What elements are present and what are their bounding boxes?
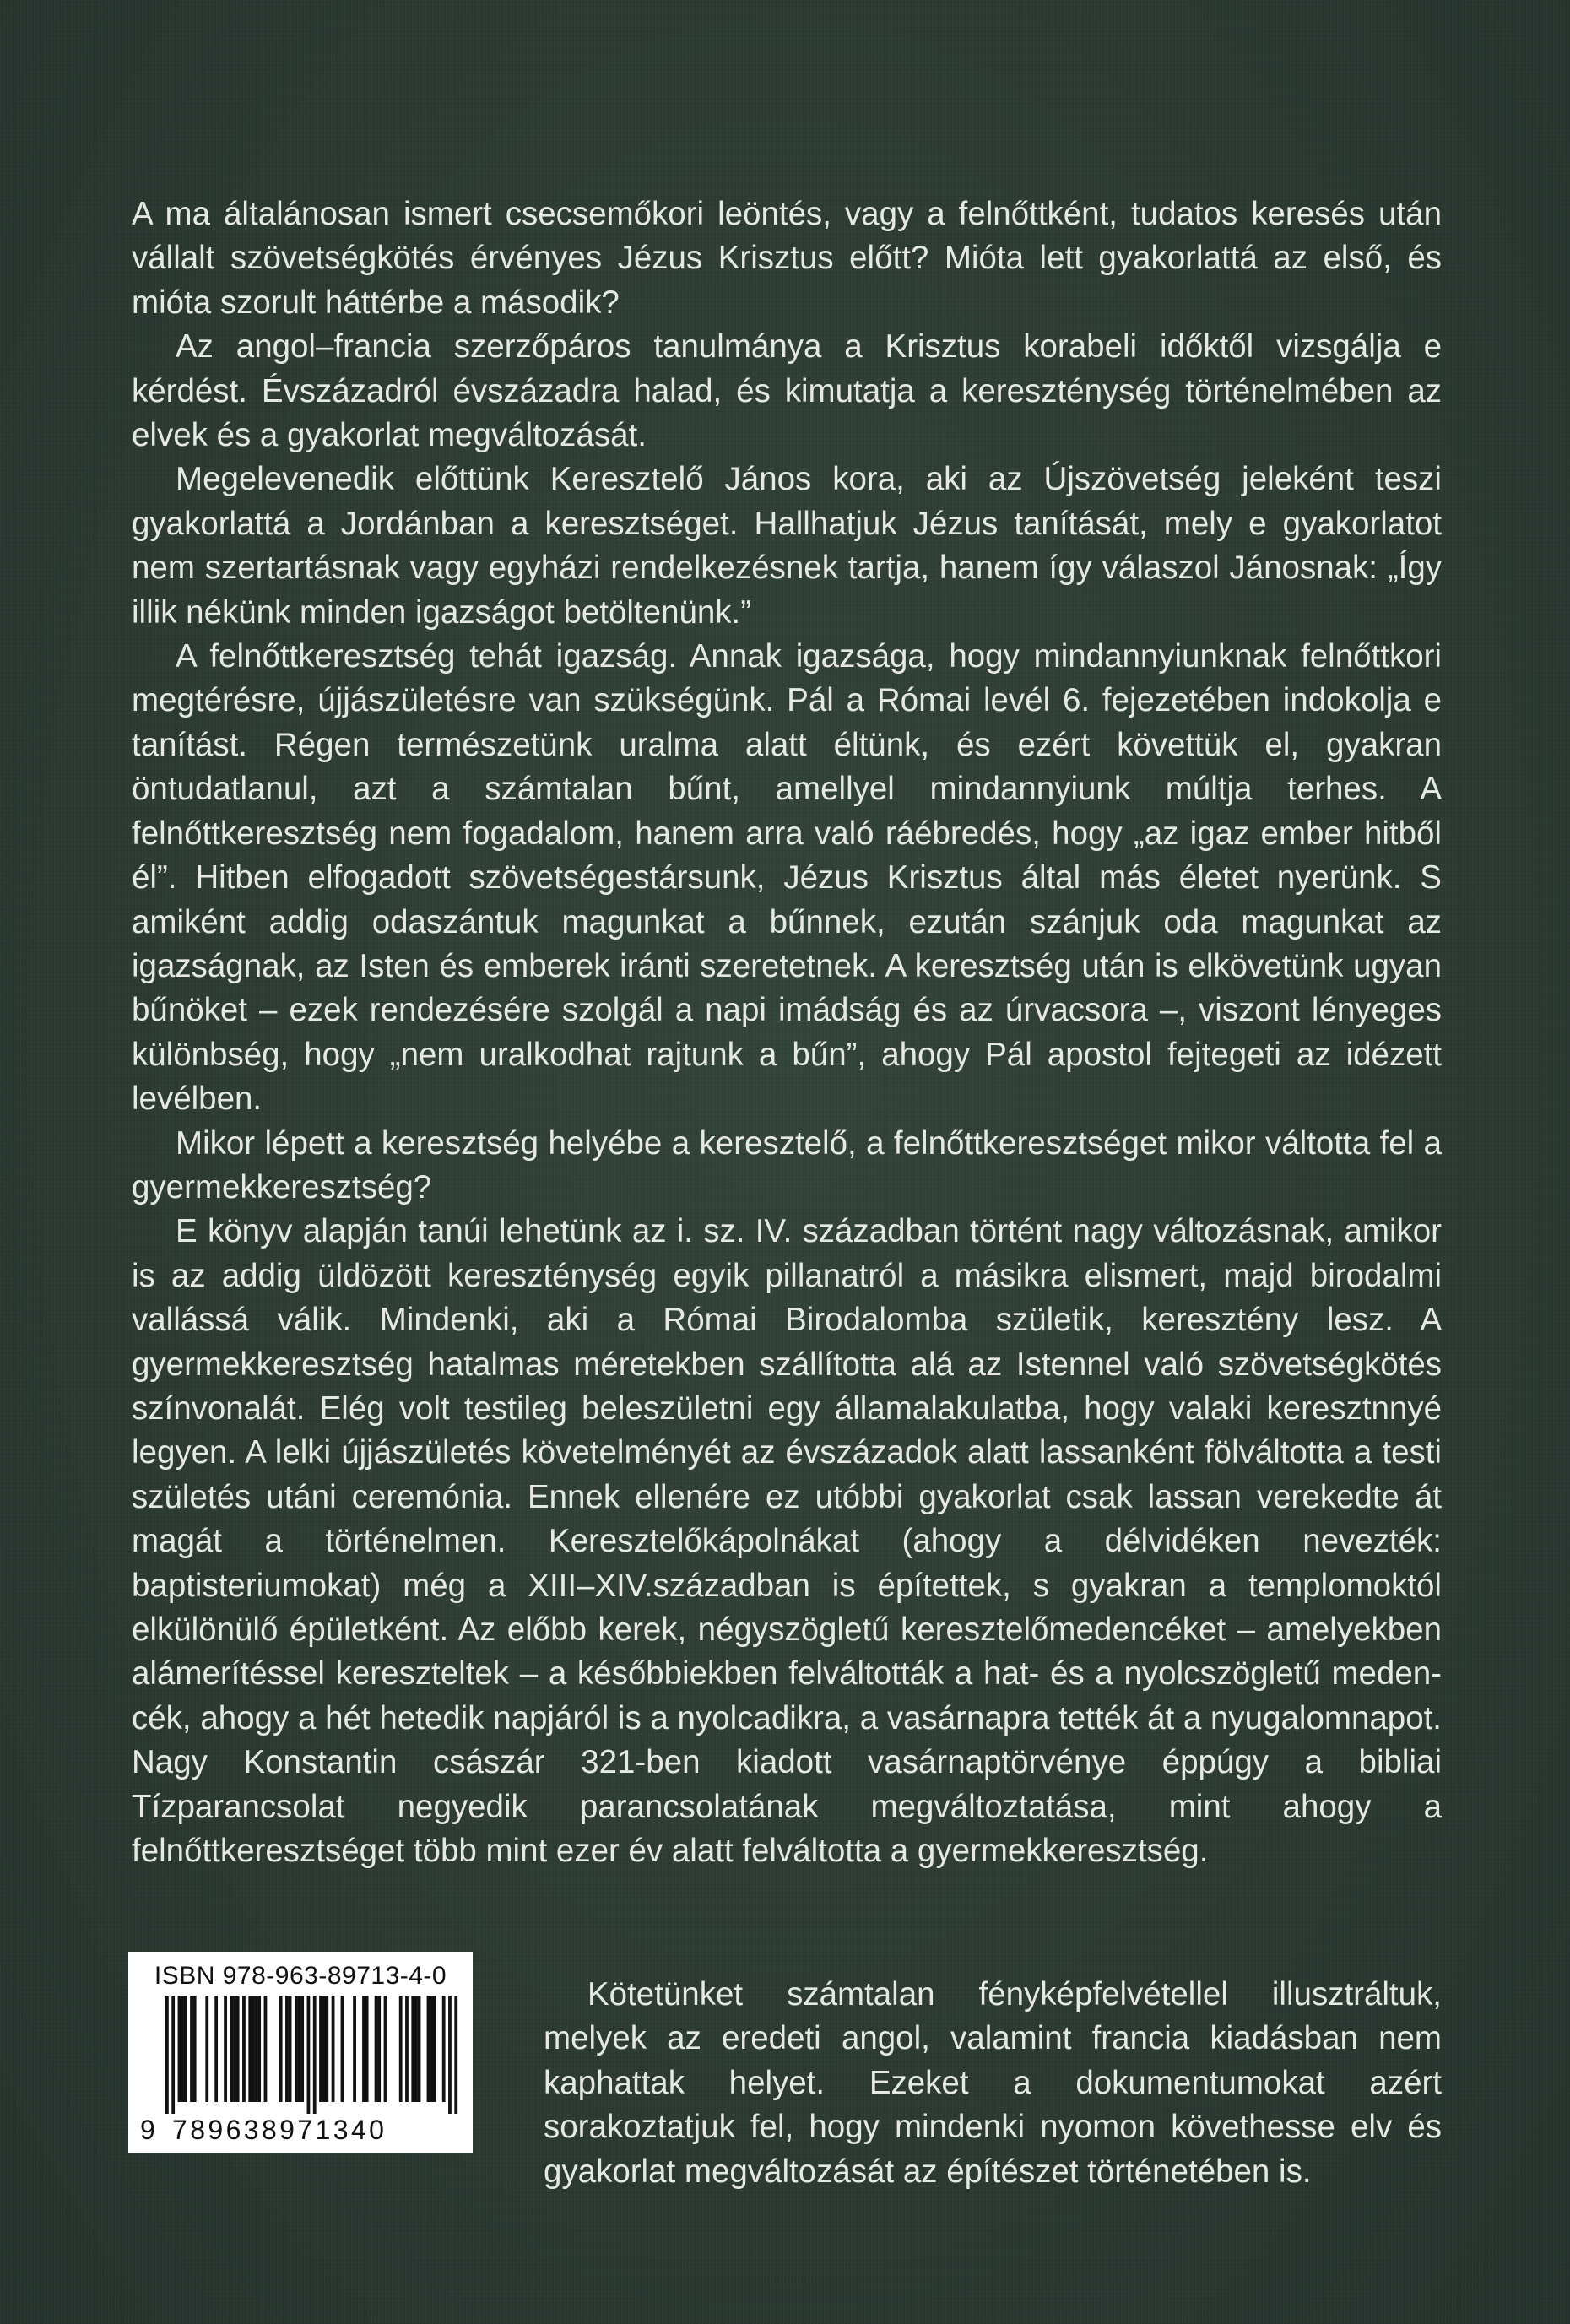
barcode-first-digit: 9: [140, 2115, 155, 2145]
blurb-paragraph-2: Az angol–francia szerzőpáros tanulmánya a Krisztus korabeli időktől vizsgálja e kérdést. Évszázadról évszázadra halad, és kimutatja a kereszténység történelmében az elvek és a gyakorlat megváltozását.: [132, 328, 1442, 454]
blurb-paragraph-4: A felnőttkeresztség tehát igazság. Annak igazsága, hogy mindannyiunknak felnőttkori megtérésre, újjászületésre van szükségünk. Pál a Római levél 6. fejezetében indokolja e tanítást. Régen természetünk uralma alatt éltünk, és ezért követtük el, gyakran öntudatlanul, azt a számtalan bűnt, amellyel mindannyiunk múltja terhes. A felnőttkeresztség nem fogadalom, hanem arra való ráébredés, hogy „az igaz ember hitből él”. Hitben elfogadott szövetségestársunk, Jézus Krisztus által más életet nyerünk. S amiként addig odaszántuk magunkat a bűnnek, ezután szánjuk oda magunkat az igazságnak, az Isten és emberek iránti szeretetnek. A keresztség után is elkövetünk ugyan bűnöket – ezek rendezésére szolgál a napi imádság és az úrvacsora –, viszont lényeges különbség, hogy „nem uralkodhat rajtunk a bűn”, ahogy Pál apostol fejtegeti az idézett levélben.: [132, 638, 1442, 1118]
barcode-bar: [279, 1996, 283, 2102]
blurb-text: [132, 192, 1442, 1873]
barcode-icon: [140, 1996, 461, 2114]
barcode-bar: [300, 1996, 304, 2102]
barcode-bar: [322, 1996, 326, 2102]
barcode-bar: [193, 1996, 197, 2102]
barcode-bar: [341, 1996, 344, 2102]
blurb-paragraph-6: E könyv alapján tanúi lehetünk az i. sz. IV. században történt nagy változásnak, amikor is az addig üldözött kereszténység egyik pillanatról a másikra elismert, majd birodalmi vallássá válik. Mindenki, aki a Római Birodalomba születik, keresztény lesz. A gyermekkeresztség hatalmas méretekben szállította alá az Istennel való szövetségkötés színvonalát. Elég volt testileg beleszületni egy államalakulatba, hogy valaki keresztnnyé legyen. A lelki újjászületés követelményét az évszázadok alatt lassanként fölváltotta a testi születés utáni ceremónia. Ennek ellenére ez utóbbi gyakorlat csak lassan verekedte át magát a történelmen. Keresztelőkápolnákat (ahogy a délvidéken nevezték: baptisteriumokat) még a XIII–XIV.században is építettek, s gyakran a templomoktól elkülönülő épületként. Az előbb kerek, négyszögletű keresztelőmedencéket – amelyekben alámerítéssel kereszteltek – a későbbiekben felváltották a hat- és a nyolcszögletű medencék, ahogy a hét hetedik napjáról is a nyolcadikra, a vasárnapra tették át a nyugalomnapot. Nagy Konstantin császár 321-ben kiadott vasárnaptörvénye éppúgy a bibliai Tízparancsolat negyedik parancsolatának megváltoztatása, mint ahogy a felnőttkeresztséget több mint ezer év alatt felváltotta a gyermekkeresztség.: [132, 1213, 1442, 1870]
blurb-paragraph-5: Mikor lépett a keresztség helyébe a keresztelő, a felnőttkeresztséget mikor váltotta fel a gyermekkeresztség?: [132, 1124, 1442, 1205]
blurb-paragraph-3: Megelevenedik előttünk Keresztelő János kora, aki az Újszövetség jeleként teszi gyakorlattá a Jordánban a keresztséget. Hallhatjuk Jézus tanítását, mely e gyakorlatot nem szertartásnak vagy egyházi rendelkezésnek tartja, hanem így válaszol Jánosnak: „Így illik nékünk minden igazságot betöltenünk.”: [132, 461, 1442, 631]
barcode-bar: [181, 1996, 184, 2102]
barcode-bar: [433, 1996, 436, 2102]
barcode-bar: [190, 1996, 193, 2102]
barcode-bar: [289, 1996, 292, 2102]
barcode-bar: [248, 1996, 252, 2102]
barcode-bar: [205, 1996, 208, 2102]
barcode-bar: [214, 1996, 218, 2102]
barcode-bar: [365, 1996, 369, 2102]
barcode-bar: [224, 1996, 227, 2102]
barcode-bar: [430, 1996, 433, 2102]
barcode-bar: [325, 1996, 328, 2102]
barcode-bar: [233, 1996, 236, 2102]
barcode-bar: [411, 1996, 414, 2102]
barcode-bar: [375, 1996, 378, 2102]
barcode-bar: [448, 1996, 452, 2114]
barcode-bar: [178, 1996, 181, 2102]
barcode-bar: [252, 1996, 255, 2102]
barcode-bar: [442, 1996, 446, 2102]
barcode-bar: [242, 1996, 246, 2102]
barcode-bar: [405, 1996, 409, 2102]
barcode-bar: [298, 1996, 301, 2102]
barcode-bar: [319, 1996, 322, 2102]
barcode-bar: [307, 1996, 311, 2114]
barcode-bar: [454, 1996, 457, 2114]
barcode-bar: [236, 1996, 240, 2102]
isbn-label: ISBN 978-963-89713-4-0: [154, 1962, 447, 1990]
barcode-bar: [255, 1996, 258, 2102]
barcode-bar: [165, 1996, 169, 2114]
barcode-bar: [377, 1996, 381, 2102]
barcode-bar: [332, 1996, 335, 2102]
barcode-bar: [184, 1996, 187, 2102]
barcode-bar: [230, 1996, 233, 2102]
closing-paragraph: Kötetünket számtalan fényképfelvétellel illusztráltuk, melyek az eredeti angol, valamint francia kiadásban nem kaphattak helyet. Ezeket a dokumentumokat azért sorakoztatjuk fel, hogy mindenki nyomon követhesse elv és gyakorlat megváltozását az építészet történetében is.: [544, 1976, 1442, 2190]
barcode-bar: [353, 1996, 356, 2102]
barcode-bar: [264, 1996, 268, 2102]
isbn-barcode-box: [128, 1952, 473, 2153]
barcode-bar: [418, 1996, 421, 2102]
barcode-bar: [427, 1996, 430, 2102]
barcode-bar: [384, 1996, 387, 2102]
barcode-bar: [414, 1996, 418, 2102]
barcode-digits: [140, 2114, 461, 2146]
barcode-bar: [399, 1996, 403, 2102]
barcode-digit-groups: 789638971340: [172, 2115, 387, 2145]
barcode-bar: [295, 1996, 298, 2102]
barcode-bar: [313, 1996, 317, 2114]
barcode-bar: [171, 1996, 175, 2114]
barcode-bar: [362, 1996, 365, 2102]
barcode-bar: [257, 1996, 261, 2102]
blurb-paragraph-1: A ma általánosan ismert csecsemőkori leöntés, vagy a felnőttként, tudatos keresés után vállalt szövetségkötés érvényes Jézus Krisztus előtt? Mióta lett gyakorlattá az első, és mióta szorult háttérbe a második?: [132, 196, 1442, 321]
barcode-bar: [285, 1996, 289, 2102]
